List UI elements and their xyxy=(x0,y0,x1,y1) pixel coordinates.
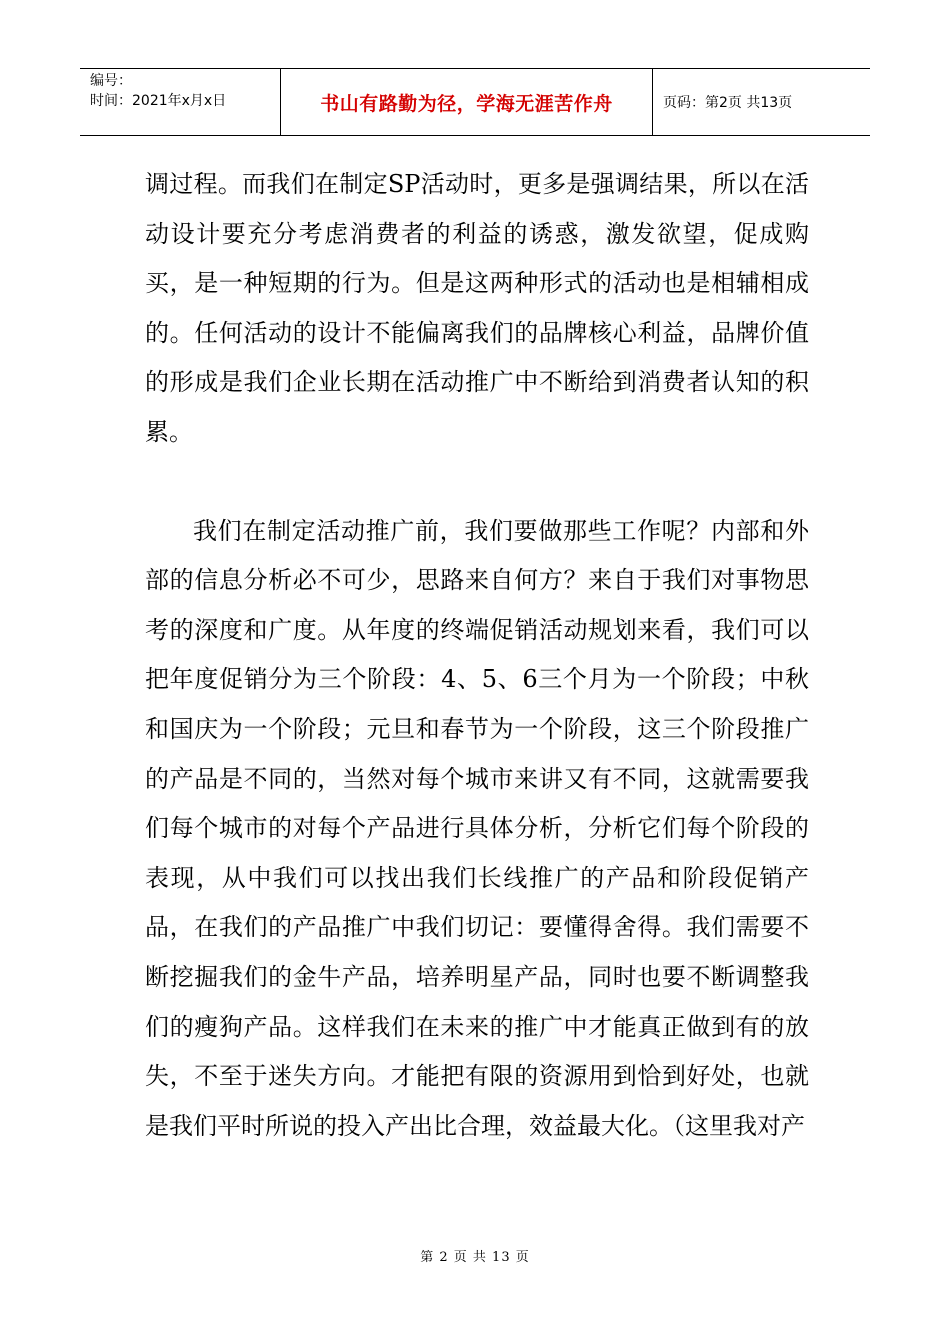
document-number-label: 编号： xyxy=(90,73,132,89)
document-body xyxy=(145,160,809,1151)
body-paragraph: 我们在制定活动推广前，我们要做那些工作呢？内部和外部的信息分析必不可少，思路来自何方？来自于我们对事物思考的深度和广度。从年度的终端促销活动规划来看，我们可以把年度促销分为三个阶段：4、5、6三个月为一个阶段；中秋和国庆为一个阶段；元旦和春节为一个阶段，这三个阶段推广的产品是不同的，当然对每个城市来讲又有不同，这就需要我们每个城市的对每个产品进行具体分析，分析它们每个阶段的表现，从中我们可以找出我们长线推广的产品和阶段促销产品，在我们的产品推广中我们切记：要懂得舍得。我们需要不断挖掘我们的金牛产品，培养明星产品，同时也要不断调整我们的瘦狗产品。这样我们在未来的推广中才能真正做到有的放失，不至于迷失方向。才能把有限的资源用到恰到好处，也就是我们平时所说的投入产出比合理，效益最大化。（这里我对产 xyxy=(145,516,809,1140)
document-header xyxy=(80,68,870,136)
header-meta-cell xyxy=(80,69,281,135)
header-page-cell xyxy=(653,69,870,135)
header-page-info: 页码：第2页 共13页 xyxy=(663,95,793,111)
header-motto: 书山有路勤为径，学海无涯苦作舟 xyxy=(320,92,613,115)
body-paragraph: 调过程。而我们在制定SP活动时，更多是强调结果，所以在活动设计要充分考虑消费者的利益的诱惑，激发欲望，促成购买，是一种短期的行为。但是这两种形式的活动也是相辅相成的。任何活动的设计不能偏离我们的品牌核心利益，品牌价值的形成是我们企业长期在活动推广中不断给到消费者认知的积累。 xyxy=(145,170,809,446)
page-footer: 第 2 页 共 13 页 xyxy=(420,1250,530,1265)
header-motto-cell xyxy=(281,69,653,135)
document-date: 时间：2021年x月x日 xyxy=(90,93,227,109)
